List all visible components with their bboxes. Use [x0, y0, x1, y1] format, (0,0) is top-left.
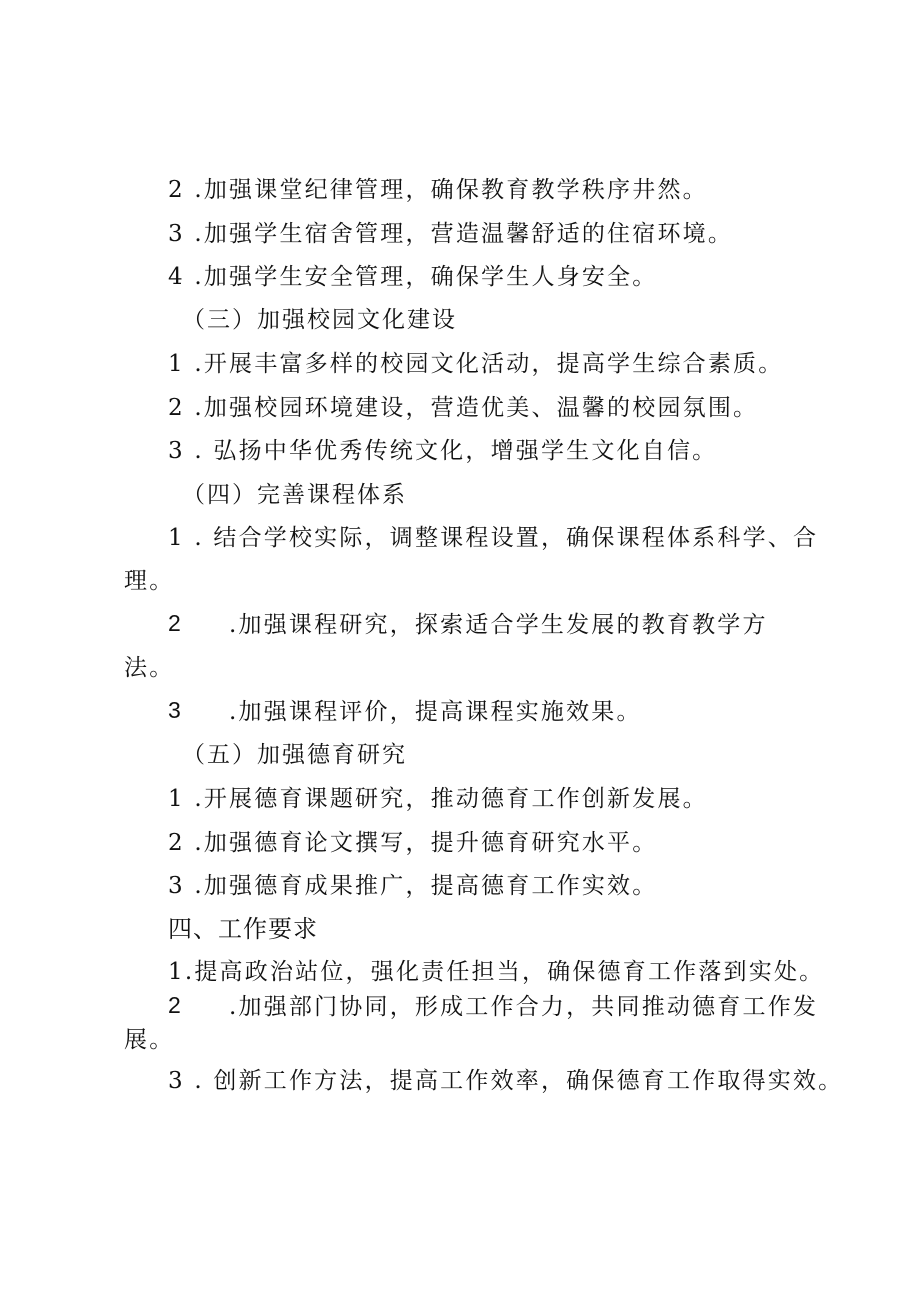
list-item: 3 .加强德育成果推广，提高德育工作实效。: [168, 873, 658, 899]
list-item: 2 .加强德育论文撰写，提升德育研究水平。: [168, 830, 658, 856]
list-item: 1 .开展丰富多样的校园文化活动，提高学生综合素质。: [168, 351, 784, 377]
section-heading: 四、工作要求: [168, 915, 318, 943]
list-item: 1 .开展德育课题研究，推动德育工作创新发展。: [168, 786, 708, 812]
list-item: .加强部门协同，形成工作合力，共同推动德育工作发: [229, 994, 819, 1020]
item-number: 2: [168, 610, 181, 636]
list-item-continuation: 法。: [124, 655, 175, 681]
list-item: 2 .加强校园环境建设，营造优美、温馨的校园氛围。: [168, 395, 759, 421]
subsection-title: （三）加强校园文化建设: [182, 307, 457, 333]
list-item: .加强课程评价，提高课程实施效果。: [229, 699, 642, 725]
list-item: 4 .加强学生安全管理，确保学生人身安全。: [168, 264, 658, 290]
list-item: 3 .加强学生宿舍管理，营造温馨舒适的住宿环境。: [168, 221, 734, 247]
list-item-continuation: 展。: [124, 1027, 175, 1053]
list-item: 1.提高政治站位，强化责任担当，确保德育工作落到实处。: [168, 959, 825, 985]
list-item-continuation: 理。: [124, 568, 175, 594]
list-item: 1 . 结合学校实际，调整课程设置，确保课程体系科学、合: [168, 525, 819, 551]
list-item: 2 .加强课堂纪律管理，确保教育教学秩序井然。: [168, 177, 708, 203]
list-item: 3 . 创新工作方法，提高工作效率，确保德育工作取得实效。: [168, 1068, 844, 1094]
subsection-title: （四）完善课程体系: [182, 482, 407, 508]
list-item: .加强课程研究，探索适合学生发展的教育教学方: [229, 612, 768, 638]
item-number: 2: [168, 992, 181, 1018]
item-number: 3: [168, 697, 181, 723]
subsection-title: （五）加强德育研究: [182, 742, 407, 768]
list-item: 3 . 弘扬中华优秀传统文化，增强学生文化自信。: [168, 438, 718, 464]
